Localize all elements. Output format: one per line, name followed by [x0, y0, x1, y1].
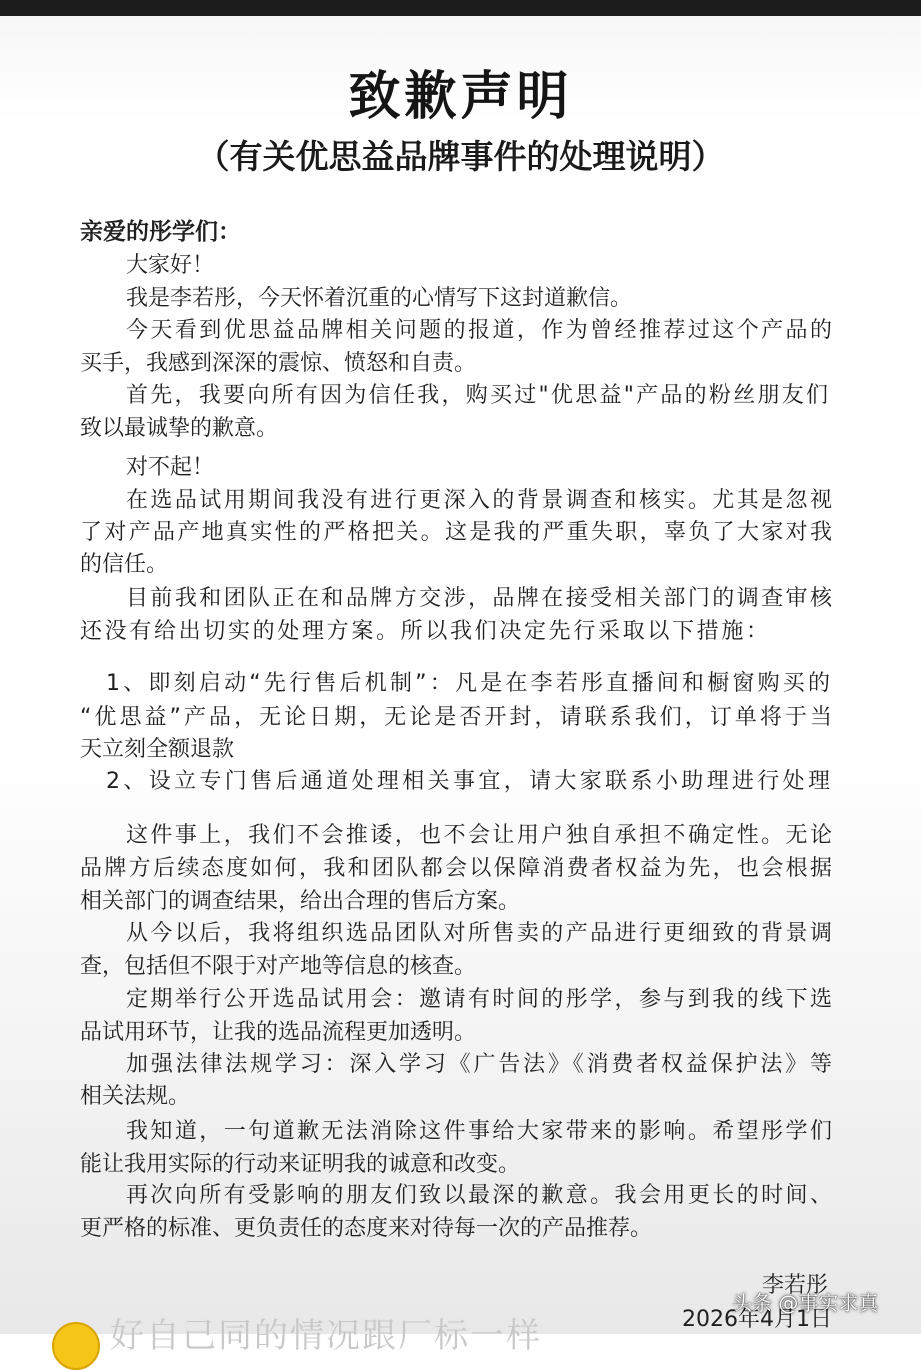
measure-item-2: 2、设立专门售后通道处理相关事宜，请大家联系小助理进行处理 — [106, 769, 830, 794]
signature: 李若彤 — [762, 1273, 829, 1298]
greeting-line: 亲爱的彤学们： — [80, 219, 241, 245]
measure-item-1-cont: 天立刻全额退款 — [80, 737, 235, 762]
body-line: 加强法律法规学习：深入学习《广告法》《消费者权益保护法》等 — [126, 1052, 832, 1077]
measure-item-1-cont: “优思益”产品，无论日期，无论是否开封，请联系我们，订单将于当 — [80, 705, 832, 730]
body-line: 更严格的标准、更负责任的态度来对待每一次的产品推荐。 — [80, 1216, 653, 1241]
body-line: 对不起！ — [126, 455, 215, 480]
emoji-icon — [52, 1322, 100, 1370]
body-line: 品试用环节，让我的选品流程更加透明。 — [80, 1020, 477, 1045]
body-line: 致以最诚挚的歉意。 — [80, 416, 279, 441]
body-line: 在选品试用期间我没有进行更深入的背景调查和核实。尤其是忽视 — [126, 488, 832, 513]
body-line: 今天看到优思益品牌相关问题的报道，作为曾经推荐过这个产品的 — [126, 318, 832, 343]
body-line: 大家好！ — [126, 253, 215, 278]
measure-item-1: 1、即刻启动“先行售后机制”：凡是在李若彤直播间和橱窗购买的 — [106, 671, 830, 696]
body-line: 的信任。 — [80, 552, 169, 577]
body-line: 查，包括但不限于对产地等信息的核查。 — [80, 954, 477, 979]
body-line: 目前我和团队正在和品牌方交涉，品牌在接受相关部门的调查审核 — [126, 586, 832, 611]
body-line: 还没有给出切实的处理方案。所以我们决定先行采取以下措施： — [80, 619, 768, 644]
body-line: 我知道，一句道歉无法消除这件事给大家带来的影响。希望彤学们 — [126, 1119, 832, 1144]
body-line: 买手，我感到深深的震惊、愤怒和自责。 — [80, 351, 477, 376]
watermark: 头条 @事实求真 — [732, 1291, 879, 1315]
document-date: 2026年4月1日 — [682, 1307, 832, 1332]
body-line: 品牌方后续态度如何，我和团队都会以保障消费者权益为先，也会根据 — [80, 856, 832, 881]
body-line: 再次向所有受影响的朋友们致以最深的歉意。我会用更长的时间、 — [126, 1183, 832, 1208]
body-line: 定期举行公开选品试用会：邀请有时间的彤学，参与到我的线下选 — [126, 987, 832, 1012]
document-title: 致歉声明 — [348, 66, 573, 127]
body-line: 能让我用实际的行动来证明我的诚意和改变。 — [80, 1152, 521, 1177]
body-line: 首先，我要向所有因为信任我，购买过"优思益"产品的粉丝朋友们 — [126, 383, 828, 408]
body-line: 这件事上，我们不会推诿，也不会让用户独自承担不确定性。无论 — [126, 823, 832, 848]
body-line: 相关部门的调查结果，给出合理的售后方案。 — [80, 889, 521, 914]
document-subtitle: （有关优思益品牌事件的处理说明） — [196, 137, 725, 176]
top-status-bar — [0, 0, 921, 16]
bottom-caption-fragment: 好自己同的情况跟厂标一样 — [110, 1316, 542, 1356]
bottom-caption-strip — [0, 1316, 921, 1356]
body-line: 我是李若彤，今天怀着沉重的心情写下这封道歉信。 — [126, 286, 633, 311]
body-line: 相关法规。 — [80, 1084, 191, 1109]
body-line: 了对产品产地真实性的严格把关。这是我的严重失职，辜负了大家对我 — [80, 520, 832, 545]
body-line: 从今以后，我将组织选品团队对所售卖的产品进行更细致的背景调 — [126, 921, 832, 946]
